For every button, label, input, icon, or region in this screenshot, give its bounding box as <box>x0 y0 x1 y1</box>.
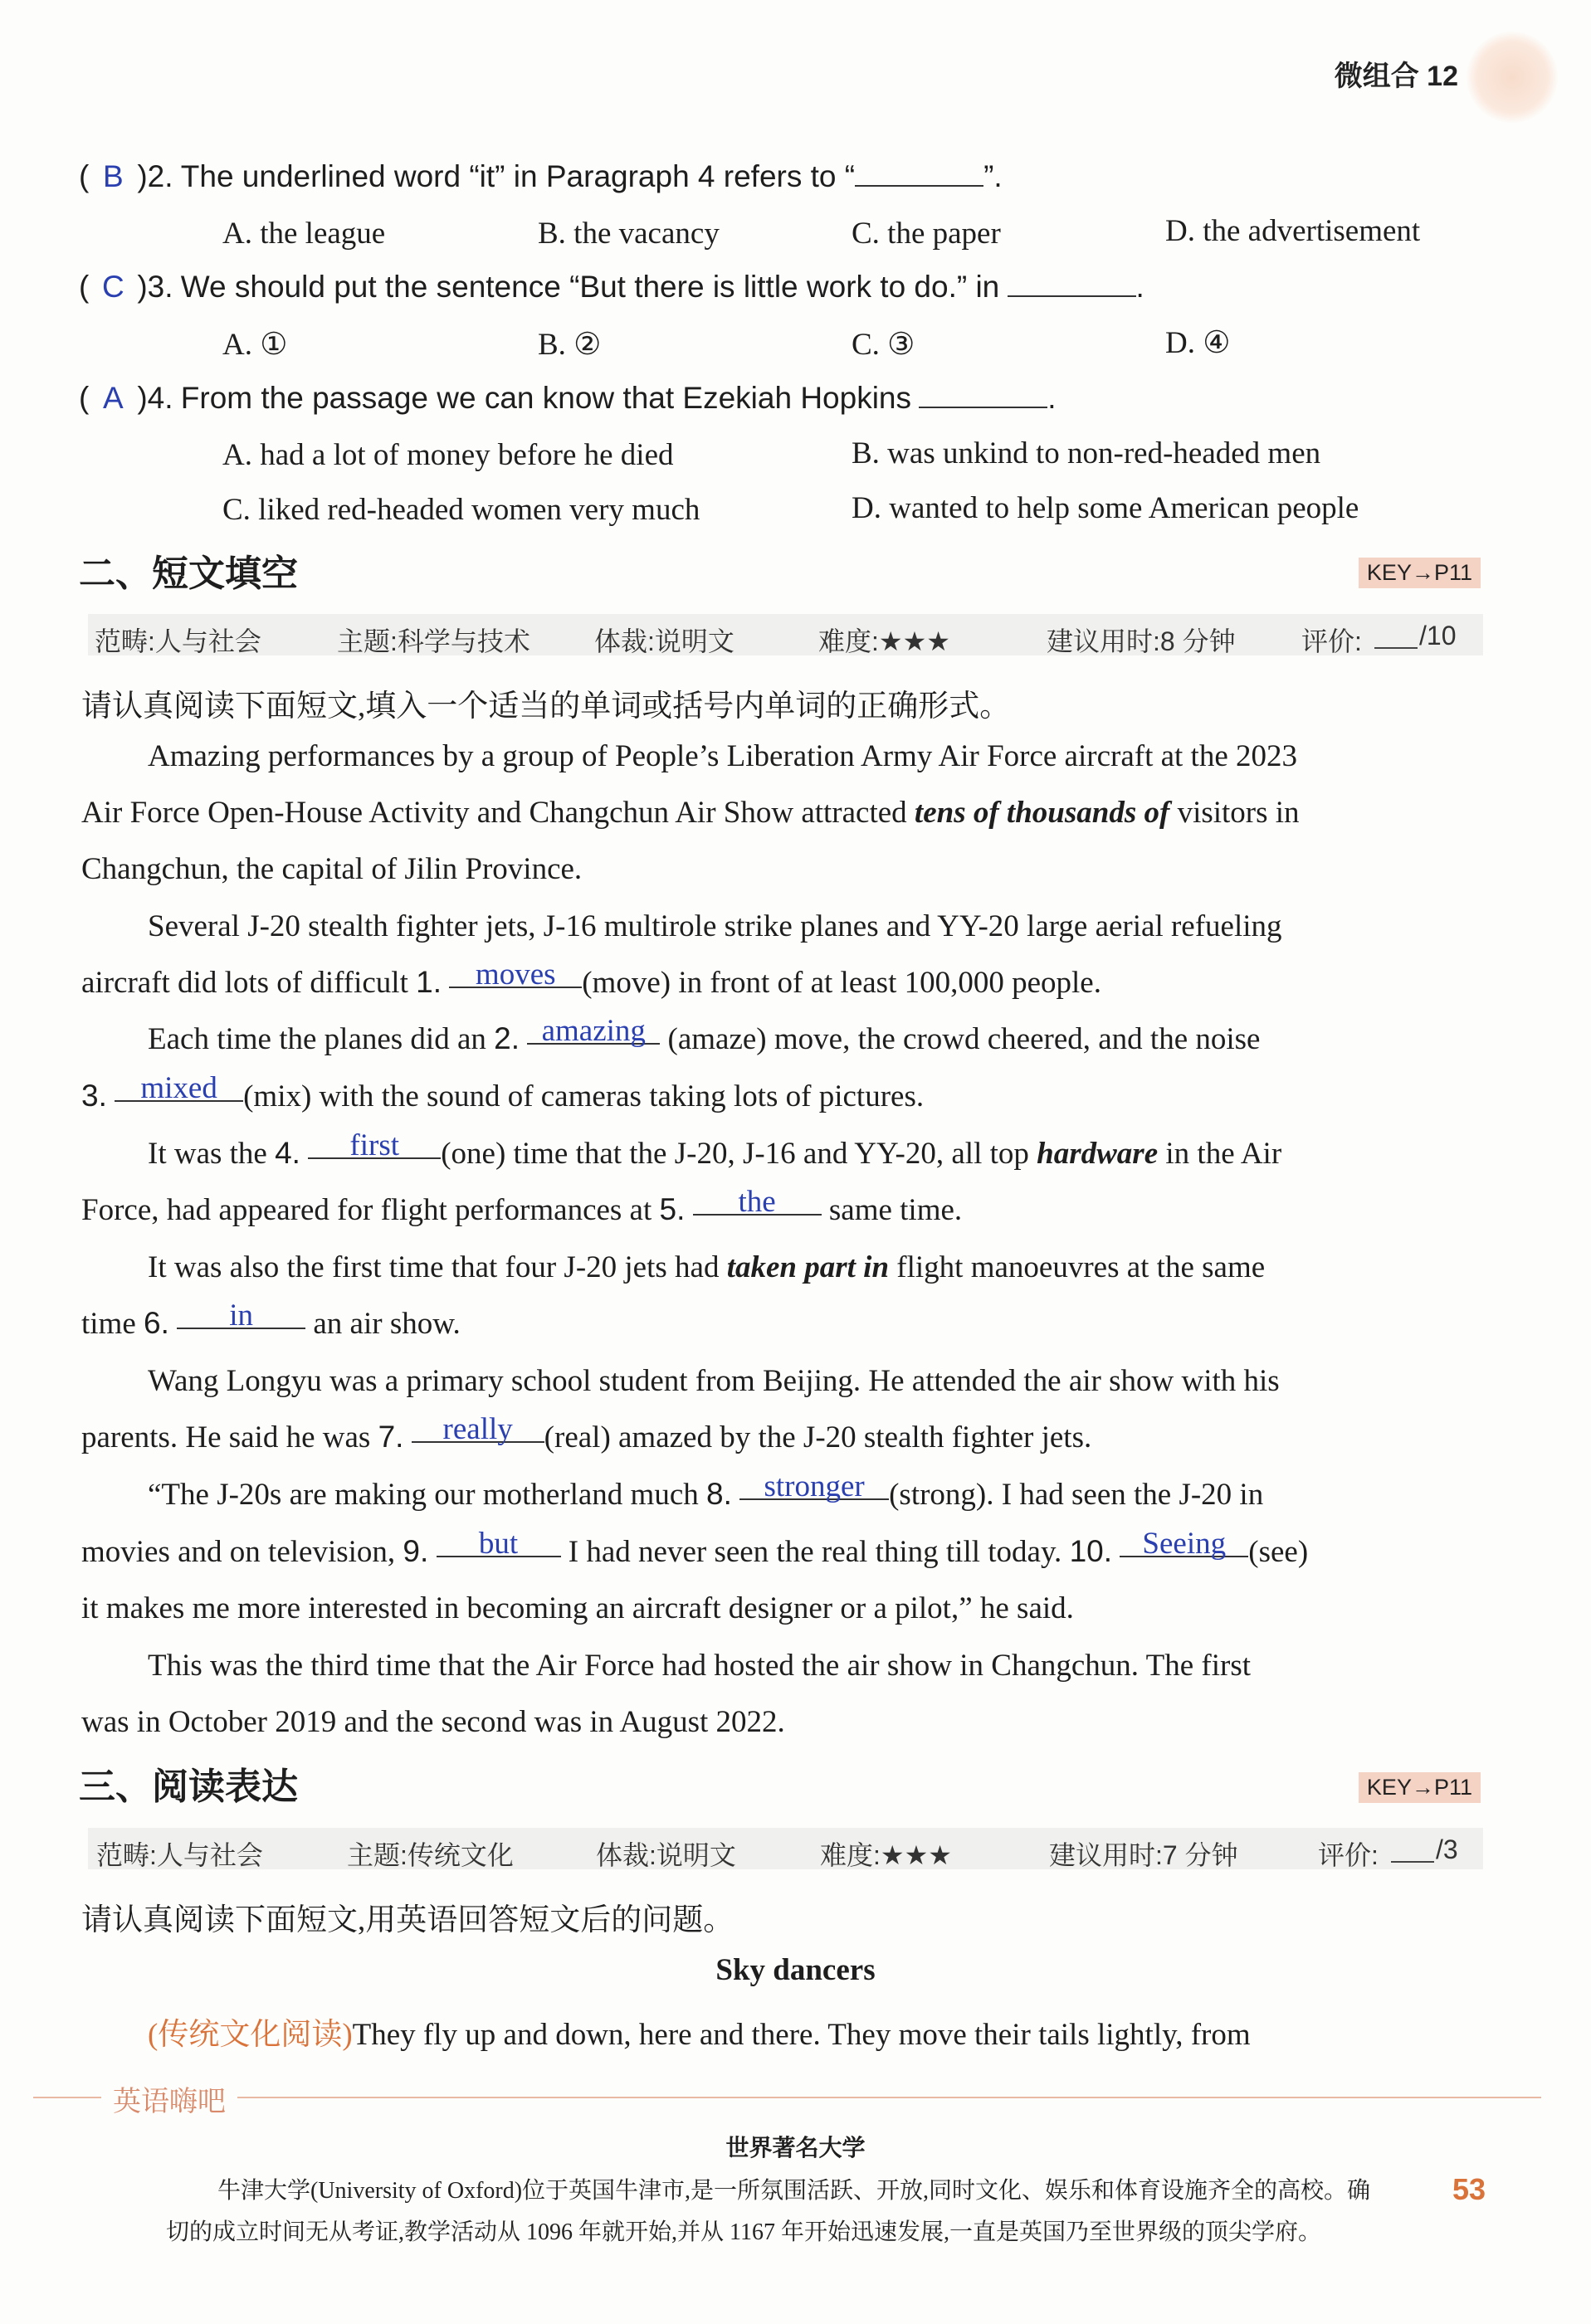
meta-time: 建议用时:8 分钟 <box>1047 626 1236 656</box>
answer-4: A <box>102 381 124 415</box>
section-2-instruction: 请认真阅读下面短文,填入一个适当的单词或括号内单词的正确形式。 <box>81 689 1011 724</box>
meta-theme: 主题:科学与技术 <box>337 626 530 656</box>
passage-line: Several J-20 stealth fighter jets, J-16 multirole strike planes and YY-20 large aerial refueling <box>148 909 1282 943</box>
option-4a: A. had a lot of money before he died <box>222 438 674 472</box>
question-4: ( A )4. From the passage we can know that Ezekiah Hopkins . <box>79 381 1057 415</box>
passage-line: Force, had appeared for flight performances at 5. the same time. <box>81 1185 963 1227</box>
section-3-title: 三、阅读表达 <box>79 1766 298 1807</box>
passage-line: time 6. in an air show. <box>81 1298 461 1341</box>
answer-3: C <box>101 270 124 304</box>
answer-blank <box>855 160 983 187</box>
passage-line: Amazing performances by a group of People’s Liberation Army Air Force aircraft at the 2023 <box>148 739 1298 773</box>
blank-8: stronger <box>739 1475 889 1500</box>
footer-heading: 世界著名大学 <box>725 2135 866 2161</box>
passage-tag: (传统文化阅读) <box>148 2018 353 2052</box>
footer-rule <box>33 2097 1541 2098</box>
passage-line: It was the 4. first (one) time that the J-20, J-16 and YY-20, all top hardware in the Air <box>148 1128 1282 1171</box>
meta-genre: 体裁:说明文 <box>594 626 734 656</box>
passage-line: “The J-20s are making our motherland much 8. stronger (strong). I had seen the J-20 in <box>148 1469 1264 1512</box>
meta-rating-blank <box>1391 1834 1434 1863</box>
footer-text: 切的成立时间无从考证,教学活动从 1096 年就开始,并从 1167 年开始迅速发展,一直是英国乃至世界级的顶尖学府。 <box>166 2219 1321 2245</box>
answer-2: B <box>102 159 124 193</box>
passage-line: it makes me more interested in becoming an aircraft designer or a pilot,” he said. <box>81 1591 1074 1625</box>
footer-text: 牛津大学(University of Oxford)位于英国牛津市,是一所氛围活跃、开放,同时文化、娱乐和体育设施齐全的高校。确 <box>217 2178 1371 2204</box>
passage-line: aircraft did lots of difficult 1. moves (move) in front of at least 100,000 people. <box>81 957 1101 1000</box>
passage-line: movies and on television, 9. but I had never seen the real thing till today. 10. Seeing (see) <box>81 1527 1309 1569</box>
meta-time: 建议用时:7 分钟 <box>1049 1840 1238 1870</box>
blank-3: mixed <box>115 1077 243 1102</box>
meta-rating-label: 评价: <box>1318 1840 1379 1870</box>
section-2-meta-bar <box>88 614 1483 655</box>
meta-difficulty: 难度:★★★ <box>818 626 950 656</box>
option-3d: D. ④ <box>1165 326 1231 360</box>
question-3: ( C )3. We should put the sentence “But there is little work to do.” in . <box>79 270 1144 304</box>
meta-rating-blank <box>1374 621 1418 649</box>
passage-line: It was also the first time that four J-20 jets had taken part in flight manoeuvres at the same <box>148 1250 1266 1284</box>
passage-line: This was the third time that the Air Force had hosted the air show in Changchun. The first <box>148 1649 1252 1683</box>
blank-5: the <box>693 1191 822 1216</box>
passage-line: 3. mixed (mix) with the sound of cameras taking lots of pictures. <box>81 1071 925 1113</box>
meta-category: 范畴:人与社会 <box>96 1840 263 1870</box>
section-3-instruction: 请认真阅读下面短文,用英语回答短文后的问题。 <box>81 1903 734 1937</box>
section-3-meta-bar <box>88 1828 1483 1869</box>
question-2: ( B )2. The underlined word “it” in Paragraph 4 refers to “ ”. <box>79 159 1003 193</box>
header-decoration <box>1467 32 1558 123</box>
meta-difficulty: 难度:★★★ <box>820 1840 952 1870</box>
header-title: 微组合 12 <box>1334 61 1458 92</box>
option-4b: B. was unkind to non-red-headed men <box>852 436 1321 470</box>
option-3c: C. ③ <box>852 328 915 362</box>
section-3-key-badge: KEY→P11 <box>1359 1772 1481 1803</box>
meta-rating-total: /3 <box>1436 1834 1458 1864</box>
option-2a: A. the league <box>222 217 386 251</box>
section-2-key-badge: KEY→P11 <box>1359 558 1481 588</box>
option-4c: C. liked red-headed women very much <box>222 493 700 527</box>
passage-line: parents. He said he was 7. really (real) amazed by the J-20 stealth fighter jets. <box>81 1412 1092 1454</box>
page-number: 53 <box>1452 2172 1486 2206</box>
passage-line: Wang Longyu was a primary school student from Beijing. He attended the air show with his <box>148 1364 1280 1398</box>
answer-blank <box>1008 270 1136 297</box>
blank-2: amazing <box>527 1020 660 1045</box>
footer-brand: 英语嗨吧 <box>101 2078 237 2119</box>
option-2d: D. the advertisement <box>1165 214 1421 248</box>
blank-4: first <box>308 1134 441 1159</box>
passage-line: Changchun, the capital of Jilin Province. <box>81 852 583 886</box>
passage-line: was in October 2019 and the second was in August 2022. <box>81 1705 785 1739</box>
passage-title: Sky dancers <box>715 1953 876 1987</box>
meta-theme: 主题:传统文化 <box>347 1840 514 1870</box>
blank-7: really <box>412 1418 544 1443</box>
option-3b: B. ② <box>538 328 602 362</box>
option-2b: B. the vacancy <box>538 217 720 251</box>
blank-1: moves <box>449 963 582 988</box>
blank-6: in <box>177 1304 305 1329</box>
meta-category: 范畴:人与社会 <box>95 626 261 656</box>
passage-line: Air Force Open-House Activity and Changchun Air Show attracted tens of thousands of visitors in <box>81 796 1300 830</box>
passage-line: Each time the planes did an 2. amazing (amaze) move, the crowd cheered, and the noise <box>148 1014 1261 1056</box>
answer-blank <box>919 382 1047 408</box>
section-2-title: 二、短文填空 <box>79 553 298 594</box>
option-3a: A. ① <box>222 328 288 362</box>
blank-10: Seeing <box>1120 1532 1248 1557</box>
blank-9: but <box>437 1532 561 1557</box>
passage-line: (传统文化阅读)They fly up and down, here and there. They move their tails lightly, from <box>148 2018 1251 2052</box>
option-2c: C. the paper <box>852 217 1001 251</box>
option-4d: D. wanted to help some American people <box>852 491 1359 525</box>
meta-genre: 体裁:说明文 <box>596 1840 736 1870</box>
meta-rating-total: /10 <box>1419 621 1457 650</box>
meta-rating-label: 评价: <box>1301 626 1362 656</box>
